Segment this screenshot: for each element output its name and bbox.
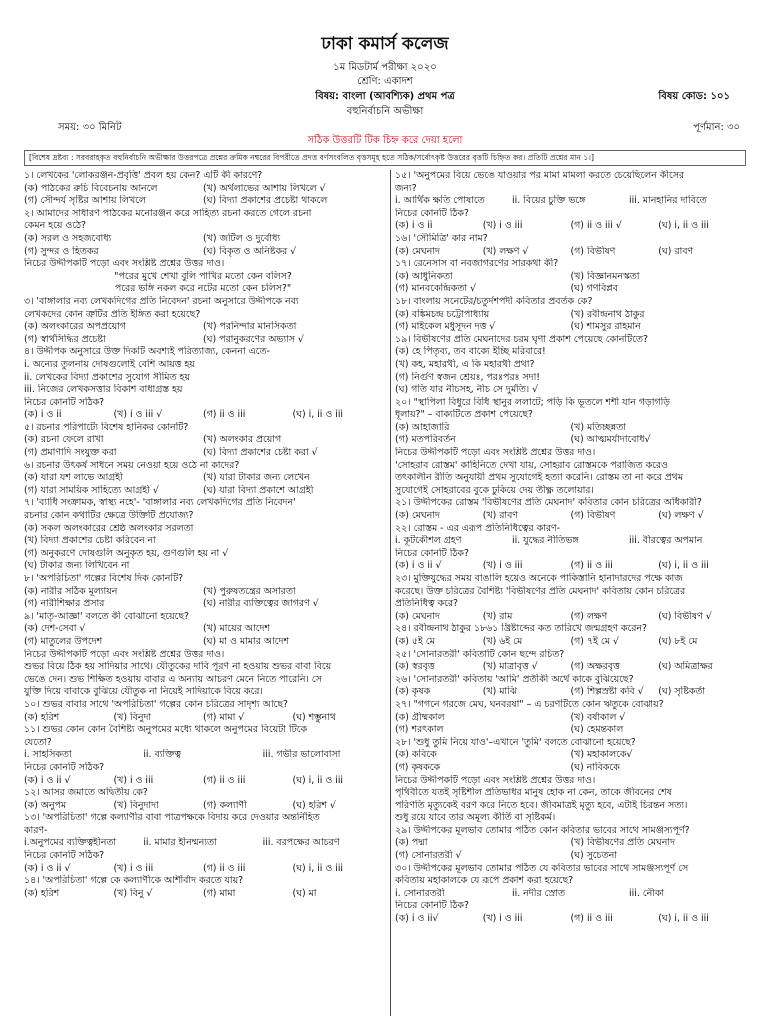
option: (গ) যারা সাময়িক সাহিত্যে আগ্রহী √	[24, 484, 159, 496]
option: i. সাহসিকতা	[24, 749, 72, 761]
option: (ক) i ও ii √	[24, 774, 71, 786]
option-row	[395, 271, 746, 284]
option: (খ) i ও iii √	[113, 409, 163, 421]
option-row	[24, 623, 382, 636]
option: (গ) ii ও iii	[570, 560, 613, 572]
option: (ক) যারা যশ লাভে আগ্রহী	[24, 472, 123, 484]
option: (গ) ii ও iii	[203, 774, 246, 786]
question-line: (ঘ) টাকার জন্য লিখিবেন না	[24, 560, 130, 572]
question-line: ১৫। 'অনুপমের বিয়ে ভেঙে যাওয়ার পর মামা মামলা করতে চেয়েছিলেন কীসের	[395, 170, 685, 181]
question-line: ১। লেখকের 'লোকরঞ্জন-প্রবৃত্তি' প্রবল হয় কেন? এটি কী কারণে?	[24, 170, 263, 181]
question-line: ৫। রচনার পরিপাট্যে বিশেষ হানিকর কোনটি?	[24, 421, 189, 433]
option-row	[395, 321, 746, 334]
option: ii. ব্যক্তিত্ব	[143, 749, 181, 761]
question-line: নিচের কোনটি সঠিক?	[24, 850, 105, 862]
option: (খ) i ও iii	[482, 913, 523, 925]
question-line: রচনার কোন কথাটির ক্ষেত্রে উক্তিটি প্রযোজ্য?	[24, 510, 194, 522]
option-row	[395, 220, 746, 233]
option: (ঘ) নারীর ব্যক্তিত্বের জাগরণ √	[203, 598, 319, 610]
subject-label: বিষয়: বাংলা (আবশ্যিক) প্রথম পত্র	[315, 91, 455, 102]
option-row	[24, 472, 382, 485]
option: (ক) মেঘনাদ	[395, 610, 440, 622]
option: (ক) হরিশ	[24, 887, 60, 899]
option-row	[24, 233, 382, 246]
question-line: শুভর বিয়ে ঠিক হয় সাদিয়ার সাথে। যৌতুকের দাবি পূরণ না হওয়ায় শুভর বাবা বিয়ে	[24, 661, 332, 673]
special-note: [বিশেষ দ্রষ্টব্য : সরবরাহকৃত বহুনির্বাচনি অভীক্ষার উত্তরপত্রে প্রশ্নের ক্রমিক নম্বরের বিপরীতে প্রদত্ত বর্ণসংবলিত বৃত্তসমূহ হতে সঠিক/সর্বোৎকৃষ্ট উত্তরের বৃত্তটি চিহ্নিত কর। প্রতিটি প্রশ্নের মান ১।]	[24, 150, 746, 166]
option: (ক) i ও ii	[395, 220, 433, 232]
option: i. আর্থিক ক্ষতি পোষাতে	[395, 195, 485, 207]
option-row	[395, 686, 746, 699]
question-line: কবিতায় মহাকালকে যে রূপে প্রকাশ করা হয়েছে?	[395, 875, 574, 887]
option: (ক) রচনা ফেলে রাখা	[24, 434, 104, 446]
option-row	[395, 636, 746, 649]
question-line: ২৭। "গগনে গরজে মেঘ, ঘনবরষা" – এ চরণটিতে কোন ঋতুকে বোঝায়?	[395, 698, 664, 710]
option-row	[395, 510, 746, 523]
option: (ক) i ও ii√	[395, 913, 439, 925]
option: (ঘ) i, ii ও iii	[658, 220, 709, 232]
question-line: ২৫। 'সোনারতরী' কবিতাটি কোন ছন্দে রচিত?	[395, 648, 565, 660]
question-line: 'সোহরাব রোস্তম' কাহিনিতে দেখা যায়, সোহরাব রোস্তমকে পরাজিত করেও	[395, 459, 668, 471]
option: (ক) আধুনিকতা	[395, 270, 453, 282]
option: (গ) শরৎকাল	[395, 724, 444, 736]
option: (ঘ) ৮ই মে	[658, 635, 698, 647]
question-line: নিচের কোনটি ঠিক?	[395, 547, 469, 559]
question-line: (গ) অনুকরণে দোষগুলি অনুকৃত হয়, গুণগুলি হয় না √	[24, 547, 229, 559]
option: ii. বিয়ের চুক্তি ভঙ্গে	[512, 195, 586, 207]
option: (ঘ) বিদ্যা প্রকাশের চেষ্টা করা √	[203, 447, 318, 459]
option: (খ) মায়ের আদেশ	[203, 623, 270, 635]
question-line: ২৮। 'শুধু তুমি নিয়ে যাও'–এখানে 'তুমি' বলতে বোঝানো হয়েছে?	[395, 736, 636, 748]
option: (ক) অনুপম	[24, 799, 67, 811]
question-line: ৯। 'মাতৃ-আজ্ঞা' বলতে কী বোঝানো হয়েছে?	[24, 610, 189, 622]
option: (ক) দেশ-সেবা √	[24, 623, 86, 635]
option-row	[24, 800, 382, 813]
option: (খ) ৬ই মে	[482, 635, 523, 647]
option: (ক) পাঠকের রুচি বিবেচনায় আনলে	[24, 182, 158, 194]
option: (ঘ) i, ii ও iii	[292, 862, 344, 874]
option-row	[24, 598, 382, 611]
option: (ঘ) নাবিককে	[570, 761, 620, 773]
option-row	[24, 586, 382, 599]
option-row	[395, 309, 746, 322]
option: (গ) নারীশিক্ষার প্রসার	[24, 598, 105, 610]
option: (গ) কৃষককে	[395, 761, 441, 773]
question-line: (গ) নির্গুণ স্বজন শ্রেয়ঃ, পরঃপরঃ সদা!	[395, 371, 541, 383]
option-row	[24, 775, 382, 788]
question-line: ২৩। মুক্তিযুদ্ধের সময় বাঙালি হয়েও অনেকে পাকিস্তানি হানাদারদের পক্ষে কাজ	[395, 573, 683, 584]
question-line: কারণ-	[24, 824, 48, 836]
question-line: i. অন্যের তুলনায় দোষগুলোই বেশি আয়ত্ত হয়	[24, 358, 195, 370]
option-row	[395, 422, 746, 435]
question-line: ২০। "স্থাপিলা বিধুরে বিধি স্থানুর ললাটে; পড়ি কি ভূতলে শশী যান গড়াগড়ি	[395, 396, 670, 408]
option: (ঘ) গণবিপ্লব	[570, 283, 618, 295]
option: (গ) ii ও iii	[203, 862, 246, 874]
question-line: (ক) হে পিতৃব্য, তব বাক্যে ইচ্ছি মরিবারে!	[395, 346, 546, 358]
option: (গ) ii ও iii √	[570, 220, 622, 232]
option: (ঘ) রাবণ	[658, 245, 694, 257]
option-row	[395, 661, 746, 674]
question-line: (খ) বিদ্যা প্রকাশের চেষ্টা করিবেন না	[24, 535, 156, 547]
question-line: ৬। রচনার উৎকর্ষ সাধনে সময় নেওয়া হয়ে ওঠে না কাদের?	[24, 459, 240, 471]
time-label: সময়: ৩০ মিনিট	[58, 122, 122, 133]
option: (গ) শিল্পস্রষ্টা কবি √	[570, 686, 644, 698]
option-row	[395, 283, 746, 296]
option: (ক) i ও ii	[24, 409, 62, 421]
option-row	[24, 246, 382, 259]
question-line: লেখকদের কোন ত্রুটির প্রতি ইঙ্গিত করা হয়েছে?	[24, 308, 201, 320]
option: (ঘ) শম্ভুনাথ	[292, 711, 336, 723]
option: (খ) মহাকালকে√	[570, 749, 633, 761]
question-line: ভেঙে দেন। শুভ শিক্ষিত হওয়ায় বাবার এ অন্যায় আচরণ মেনে নিতে পারেনি। সে	[24, 673, 322, 685]
option: (ক) স্বরবৃত্ত	[395, 661, 435, 673]
option-row	[395, 535, 746, 548]
option: (ঘ) হরিশ √	[292, 799, 336, 811]
option-row	[395, 195, 746, 208]
question-line: ৮। 'অপরিচিতা' গল্পের বিশেষ দিক কোনটি?	[24, 573, 184, 584]
question-line: ধূলায়?" – বাক্যটিতে প্রকাশ পেয়েছে?	[395, 409, 533, 421]
question-line: ii. লেখকের বিদ্যা প্রকাশের সুযোগ সীমিত হয়	[24, 371, 190, 383]
class-label: শ্রেণি: একাদশ	[357, 76, 413, 87]
question-line: তৎকালীন রীতি অনুযায়ী প্রথম সুযোগেই হত্যা করেনি। রোস্তম তা না করে প্রথম	[395, 472, 684, 484]
question-line: নিচের কোনটি সঠিক?	[24, 761, 105, 773]
option-row	[395, 837, 746, 850]
option: (ঘ) হেমন্তকাল	[570, 724, 624, 736]
question-line: জন্য?	[395, 182, 417, 194]
option: (ঘ) i, ii ও iii	[292, 409, 344, 421]
option: (খ) বিনুদা	[113, 711, 152, 723]
option: (খ) i ও iii	[482, 220, 523, 232]
option: (ঘ) বিকৃত ও অনিষ্টকর √	[203, 245, 297, 257]
question-line: নিচের উদ্দীপকটি পড়ো এবং সংশ্লিষ্ট প্রশ্নের উত্তর দাও।	[395, 774, 596, 786]
option-row	[24, 863, 382, 876]
option: (গ) কল্যাণী	[203, 799, 247, 811]
question-line: ৩। 'বাঙ্গালার নব্য লেখকদিগের প্রতি নিবেদন' রচনা অনুসারে উদ্দীপকে নব্য	[24, 295, 299, 307]
option: (খ) i ও iii	[113, 862, 154, 874]
option: (ঘ) i, ii ও iii	[292, 774, 344, 786]
option: (ঘ) i, ii ও iii	[658, 913, 709, 925]
option: i.অনুপমের ব্যক্তিত্বহীনতা	[24, 837, 117, 849]
option: (গ) মামা √	[203, 711, 245, 723]
question-line: ৩০। উদ্দীপকের মূলভাব তোমার পঠিত যে কবিতার ভাবের সাথে সামঞ্জস্যপূর্ণ সে	[395, 862, 689, 874]
question-line: ২১। উদ্দীপকের রোস্তম 'বিভীষণের প্রতি মেঘনাদ' কবিতার কোন চরিত্রের অধিকারী?	[395, 497, 702, 509]
option: (ঘ) মা	[292, 887, 317, 899]
option: (গ) সোনারতরী √	[395, 850, 462, 862]
question-line: (ঘ) গতি যার নীচসহ, নীচ সে দুর্মতি। √	[395, 384, 539, 396]
option: (ক) সরল ও সহজবোধ্য	[24, 232, 112, 244]
option: (খ) i ও iii	[482, 560, 523, 572]
option: (ক) i ও ii √	[395, 560, 442, 572]
option-row	[24, 712, 382, 725]
option: (ঘ) বিভীষণ √	[658, 610, 712, 622]
option: (গ) সুন্দর ও হিতকর	[24, 245, 99, 257]
option: (গ) মাতুলের উপদেশ	[24, 635, 103, 647]
option: (খ) বিনুদাদা	[113, 799, 159, 811]
question-line: যেতো?	[24, 736, 52, 748]
option: (ঘ) যারা বিদ্যা প্রকাশে আগ্রহী	[203, 484, 314, 496]
option: (ঘ) i, ii ও iii	[658, 560, 709, 572]
question-line: পরের ভঙ্গি নকল করে নটের মতো কেন চলিস?"	[114, 283, 292, 295]
option: (ক) হরিশ	[24, 711, 60, 723]
option: (গ) স্বার্থসিদ্ধির প্রচেষ্টা	[24, 333, 106, 345]
option: (গ) প্রমাণাদি সংযুক্ত করা	[24, 447, 117, 459]
option: (গ) মামা	[203, 887, 236, 899]
option: (গ) ii ও iii	[203, 409, 246, 421]
option: (ক) কবিকে	[395, 749, 437, 761]
question-line: ২। আমাদের সাধারণ পাঠকের মনোরঞ্জন করে সাহিত্য রচনা করতে গেলে রচনা	[24, 207, 312, 219]
question-line: নিচের উদ্দীপকটি পড়ো এবং সংশ্লিষ্ট প্রশ্নের উত্তর দাও।	[24, 258, 225, 270]
option: (ঘ) আত্মমর্যাদাবোধ√	[570, 434, 651, 446]
option: (ক) আহাজারি	[395, 421, 450, 433]
option-row	[395, 913, 746, 926]
question-line: শুধু রয়ে যাবে তার অমূল্য কীর্তি বা সৃষ্টিকর্ম।	[395, 812, 556, 824]
answer-instruction: সঠিক উত্তরটি টিক চিহ্ন করে দেয়া হলো	[307, 135, 463, 146]
question-line: ১৩। 'অপরিচিতা' গল্পে কল্যাণীর বাবা পাত্রপক্ষকে বিদায় করে দেওয়ার অন্তর্নিহিত	[24, 812, 320, 824]
question-line: ১২। আসর জমাতে অদ্বিতীয় কে?	[24, 787, 148, 799]
option-row	[395, 724, 746, 737]
option-row	[24, 447, 382, 460]
option-row	[24, 485, 382, 498]
option: (গ) লক্ষণ	[570, 610, 608, 622]
option: iii. নৌকা	[629, 887, 665, 899]
option: (খ) বিজ্ঞানমনস্কতা	[570, 270, 640, 282]
question-line: iii. নিজের লেখকসত্তার বিকাশ বাধাগ্রস্ত হয়	[24, 384, 183, 396]
question-line: ২৯। উদ্দীপকের মূলভাব তোমার পঠিত কোন কবিতার ভাবের সাথে সামঞ্জস্যপূর্ণ?	[395, 824, 690, 836]
option: iii. গভীর ভালোবাসা	[262, 749, 341, 761]
option: (ক) বঙ্কিমচন্দ্র চট্টোপাধ্যায়	[395, 308, 490, 320]
question-line: ২৪। রবীন্দ্রনাথ ঠাকুর ১৮৬১ খ্রিষ্টাব্দের কত তারিখে জন্মগ্রহণ করেন?	[395, 623, 647, 635]
question-line: ৪। উদ্দীপক অনুসারে উক্ত দিকটি অবশ্যই পরিত্যাজ্য, কেননা এতে-	[24, 346, 270, 358]
option: (খ) পুরুষতন্ত্রের অসারতা	[203, 585, 296, 597]
question-line: ১৮। বাংলায় সনেটের/চতুর্দশপদী কবিতার প্রবর্তক কে?	[395, 295, 593, 307]
option: (ক) ৫ই মে	[395, 635, 435, 647]
question-line: ১১। শুভর কোন কোন বৈশিষ্ট্য অনুপমের মধ্যে থাকলে অনুপমের বিয়েটা টিকে	[24, 724, 308, 736]
question-line: সুযোগেই সোহরাবের বুকে ঢুকিয়ে দেয় তীক্ষ্ণ তলোয়ার।	[395, 484, 594, 496]
option: (ক) নারীর সঠিক মূল্যায়ন	[24, 585, 118, 597]
question-line: পৃথিবীতে যতই সৃষ্টিশীল প্রতিভাধর মানুষ হোক না কেন, তাকে জীবনের শেষ	[395, 787, 672, 799]
question-line: (ক) সকল অলংকারের শ্রেষ্ঠ অলংকার সরলতা	[24, 522, 194, 534]
option-row	[24, 334, 382, 347]
option: (গ) মাইকেল মধুসূদন দত্ত √	[395, 321, 496, 333]
option: (ক) পদ্মা	[395, 837, 428, 849]
option: (খ) পরনিন্দার মানসিকতা	[203, 321, 297, 333]
left-column	[24, 170, 382, 1016]
option-row	[24, 434, 382, 447]
option: ii. নদীর স্রোত	[512, 887, 566, 899]
option: (খ) মাঝি	[482, 686, 517, 698]
option: (খ) বর্ষাকাল √	[570, 711, 626, 723]
college-name: ঢাকা কমার্স কলেজ	[321, 34, 449, 54]
exam-title: ১ম মিডটার্ম পরীক্ষা ২০২০	[333, 62, 437, 73]
question-line: কেমন হয়ে ওঠে?	[24, 220, 86, 232]
option-row	[395, 749, 746, 762]
option: (ঘ) লক্ষণ √	[658, 510, 704, 522]
question-line: ১৬। 'সৌমিত্রি' কার নাম?	[395, 232, 488, 244]
option-row	[395, 888, 746, 901]
question-line: ২৬। 'সোনারতরী' কবিতায় 'আমি' প্রতীকী অর্থে কাকে বুঝিয়েছে?	[395, 673, 634, 685]
question-line: নিচের কোনটি ঠিক?	[395, 207, 469, 219]
question-line: ১৪। 'অপরিচিতা' গল্পে কে কল্যাণীকে আশীর্বাদ করতে যায়?	[24, 875, 244, 887]
question-line: নিচের উদ্দীপকটি পড়ো এবং সংশ্লিষ্ট প্রশ্নের উত্তর দাও।	[395, 447, 596, 459]
option: (ক) কৃষক	[395, 686, 431, 698]
option-row	[24, 636, 382, 649]
option: i. সোনারতরী	[395, 887, 445, 899]
option: (গ) মানবকেন্দ্রিকতা √	[395, 283, 477, 295]
subject-code: বিষয় কোড: ১০১	[658, 91, 730, 102]
option-row	[395, 712, 746, 725]
option: (ঘ) মা ও মামার আদেশ	[203, 635, 290, 647]
option: (গ) অক্ষরবৃত্ত	[570, 661, 620, 673]
option-row	[24, 409, 382, 422]
option: (ক) মেঘনাদ	[395, 510, 440, 522]
option: (খ) অর্থলাভের আশায় লিখলে √	[203, 182, 326, 194]
option: (খ) রবীন্দ্রনাথ ঠাকুর	[570, 308, 645, 320]
question-line: ১৭। রেনেসাস বা নবজাগরণের সারকথা কী?	[395, 258, 559, 270]
full-marks: পূর্ণমান: ৩০	[693, 122, 740, 133]
option: ii. মামার হীনম্মন্যতা	[143, 837, 217, 849]
option: (ঘ) সুচেতনা	[570, 850, 617, 862]
option: (খ) লক্ষণ √	[482, 245, 529, 257]
option: (ক) মেঘনাদ	[395, 245, 440, 257]
option-row	[24, 321, 382, 334]
option-row	[24, 837, 382, 850]
question-line: "পরের মুখে শেখা বুলি পাখির মতো কেন বলিস?	[114, 270, 292, 282]
option: (খ) রাবণ	[482, 510, 518, 522]
option: (খ) বিভীষণের প্রতি মেঘনাদ	[570, 837, 675, 849]
question-line: প্রতিনিধিত্ব করে?	[395, 598, 459, 610]
option: (ঘ) পরানুকরণের অভ্যাস √	[203, 333, 304, 345]
option: (গ) ii ও iii	[570, 913, 613, 925]
option-row	[24, 749, 382, 762]
question-line: ৭। 'ব্যাধি সংক্রামক, স্বাস্থ্য নহে'- 'বাঙ্গালার নব্য লেখকদিগের প্রতি নিবেদন'	[24, 497, 296, 509]
option: (খ) জটিল ও দুর্বোধ্য	[203, 232, 281, 244]
option: (গ) মতপরিবর্তন	[395, 434, 456, 446]
option: (ঘ) সৃষ্টিকর্তা	[658, 686, 706, 698]
option: (ক) i ও ii √	[24, 862, 71, 874]
option: iii. বরপক্ষের আচরণ	[262, 837, 340, 849]
exam-type: বহুনির্বাচনি অভীক্ষা	[346, 106, 424, 117]
option: (খ) যারা টাকার জন্য লেখেন	[203, 472, 310, 484]
option: (ঘ) অমিত্রাক্ষর	[658, 661, 713, 673]
option: (ক) অলংকারের অপপ্রয়োগ	[24, 321, 126, 333]
option: (ক) গ্রীষ্মকাল	[395, 711, 445, 723]
option-row	[395, 611, 746, 624]
question-line: যুক্তি দিয়ে বাবাকে বুঝিয়ে যৌতুক না নিয়েই সাদিয়াকে বিয়ে করে।	[24, 686, 263, 698]
option: (গ) সৌন্দর্য সৃষ্টির আশায় লিখলে	[24, 195, 146, 207]
option-row	[395, 560, 746, 573]
question-line: করেছে। উক্ত চরিত্রের বৈশিষ্ট্য 'বিভীষণের প্রতি মেঘনাদ' কবিতায় কোন চরিত্রের	[395, 585, 686, 597]
question-line: নিচের কোনটি সঠিক?	[24, 396, 105, 408]
option: (ঘ) শামসুর রাহমান	[570, 321, 641, 333]
option-row	[395, 434, 746, 447]
option: i. কূটকৌশল গ্রহণ	[395, 535, 462, 547]
option: iii. মানহানির দাবিতে	[629, 195, 707, 207]
option: (খ) i ও iii	[113, 774, 154, 786]
option: (খ) মতিচ্ছন্নতা	[570, 421, 626, 433]
question-line: (খ) কহ, মহারথী, এ কি মহারথী প্রথা?	[395, 358, 535, 370]
option: (ঘ) বিদ্যা প্রকাশের প্রচেষ্টা থাকলে	[203, 195, 328, 207]
option-row	[24, 183, 382, 196]
option-row	[395, 762, 746, 775]
option: (খ) বিনু √	[113, 887, 153, 899]
option: (খ) রাম	[482, 610, 513, 622]
question-line: নিচের উদ্দীপকটি পড়ো এবং সংশ্লিষ্ট প্রশ্নের উত্তর দাও।	[24, 648, 225, 660]
option-row	[24, 888, 382, 901]
option: iii. বীরত্বের অপমান	[629, 535, 703, 547]
option: (খ) অলংকার প্রয়োগ	[203, 434, 282, 446]
right-column	[390, 170, 746, 1016]
option: (গ) বিভীষণ	[570, 245, 616, 257]
question-line: ১৯। বিভীষণের প্রতি মেঘনাদের চরম ঘৃণা প্রকাশ পেয়েছে কোনটিতে?	[395, 333, 648, 345]
option-row	[395, 850, 746, 863]
question-line: নিচের কোনটি ঠিক?	[395, 900, 469, 912]
option-row	[395, 246, 746, 259]
option: (খ) মাত্রাবৃত্ত √	[482, 661, 538, 673]
option-row	[24, 195, 382, 208]
option: (গ) বিভীষণ	[570, 510, 616, 522]
question-line: ১০। শুভর বাবার সাথে 'অপরিচিতা' গল্পের কোন চরিত্রের সাদৃশ্য আছে?	[24, 698, 288, 710]
option: ii. যুদ্ধের নীতিভঙ্গ	[512, 535, 579, 547]
question-line: ২২। রোস্তম - এর এরূপ প্রতিনিধিত্বের কারণ-	[395, 522, 561, 534]
question-line: পরিণতি মৃত্যুকেই বরণ করে নিতে হবে। জীবমাত্রই মৃত্যু হবে, এটাই চিরন্তন সত্য।	[395, 799, 688, 811]
option: (গ) ৭ই মে √	[570, 635, 619, 647]
